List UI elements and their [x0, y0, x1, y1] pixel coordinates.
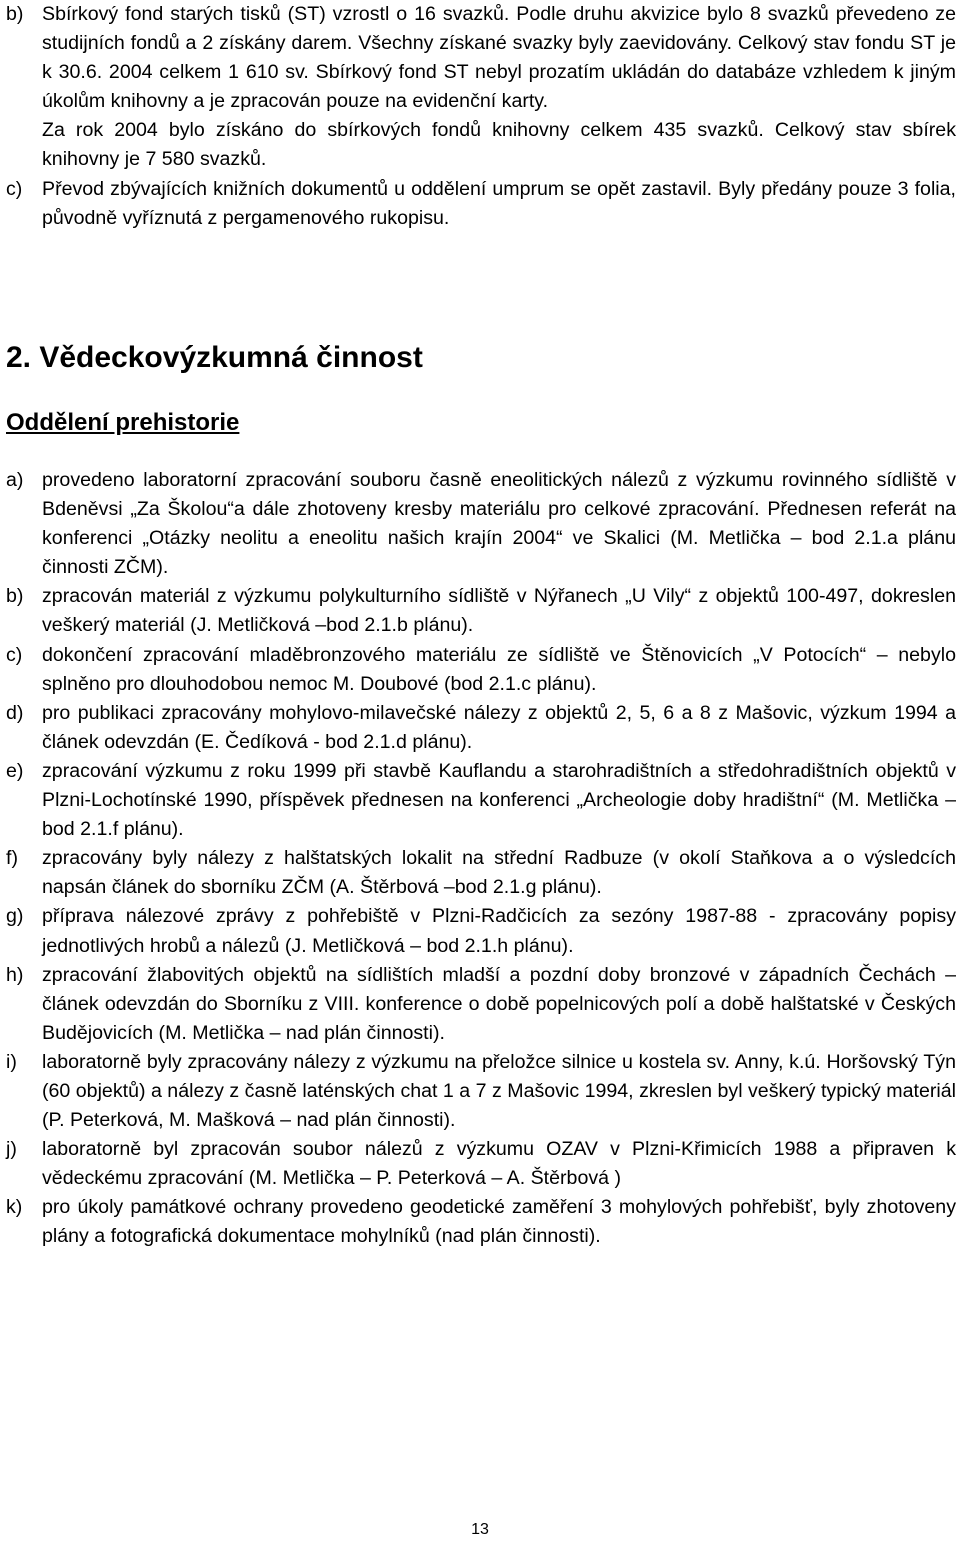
list-item [6, 961, 956, 1048]
page-number: 13 [471, 1521, 489, 1538]
list-marker: b) [6, 3, 24, 25]
list-item [6, 641, 956, 699]
section-heading: 2. Vědeckovýzkumná činnost [6, 341, 423, 374]
list-item-c-transfer [6, 175, 956, 233]
list-item-text: příprava nálezové zprávy z pohřebiště v Plzni-Radčicích za sezóny 1987-88 - zpracovány popisy jednotlivých hrobů a nálezů (J. Metličková – bod 2.1.h plánu). [42, 905, 956, 957]
list-marker: b) [6, 585, 24, 608]
list-item [6, 902, 956, 960]
list-item [6, 1135, 956, 1193]
list-marker: e) [6, 759, 24, 782]
list-item [6, 582, 956, 640]
library-collections-list [6, 0, 956, 233]
list-item [6, 844, 956, 902]
list-item-text: pro úkoly památkové ochrany provedeno geodetické zaměření 3 mohylových pohřebišť, byly zhotoveny plány a fotografická dokumentace mohylníků (nad plán činnosti). [42, 1196, 956, 1248]
list-item [6, 699, 956, 757]
prehistory-activities-list [6, 466, 956, 1252]
list-marker: i) [6, 1050, 17, 1073]
list-item-text: zpracován materiál z výzkumu polykulturního sídliště v Nýřanech „U Vily“ z objektů 100-497, dokreslen veškerý materiál (J. Metličková –bod 2.1.b plánu). [42, 585, 956, 637]
list-marker: h) [6, 963, 24, 986]
list-marker: c) [6, 177, 23, 200]
list-item-text: zpracovány byly nálezy z halštatských lokalit na střední Radbuze (v okolí Staňkova a o výsledcích napsán článek do sborníku ZČM (A. Štěrbová –bod 2.1.g plánu). [42, 847, 956, 899]
list-item-text: zpracování žlabovitých objektů na sídlištích mladší a pozdní doby bronzové v západních Čechách – článek odevzdán do Sborníku z VIII. konference o době popelnicových polí a době halštatské v Českých Budějovicích (M. Metlička – nad plán činnosti). [42, 963, 956, 1044]
list-item-text: pro publikaci zpracovány mohylovo-milavečské nálezy z objektů 2, 5, 6 a 8 z Mašovic, výzkum 1994 a článek odevzdán (E. Čedíková - bod 2.1.d plánu). [42, 701, 956, 753]
list-item-b-rare-prints [6, 0, 956, 175]
list-marker: d) [6, 701, 24, 724]
paragraph-collection-totals: Za rok 2004 bylo získáno do sbírkových fondů knihovny celkem 435 svazků. Celkový stav sbírek knihovny je 7 580 svazků. [42, 119, 956, 171]
list-item-text: dokončení zpracování mladěbronzového materiálu ze sídliště ve Štěnovicích „V Potocích“ – nebylo splněno pro dlouhodobou nemoc M. Doubové (bod 2.1.c plánu). [42, 643, 956, 695]
list-marker: c) [6, 643, 23, 666]
list-item [6, 1048, 956, 1135]
paragraph-transfer: Převod zbývajících knižních dokumentů u oddělení umprum se opět zastavil. Byly předány pouze 3 folia, původně vyříznutá z pergamenového rukopisu. [42, 177, 956, 229]
list-marker: g) [6, 905, 24, 928]
list-marker: k) [6, 1196, 23, 1219]
paragraph-rare-prints: Sbírkový fond starých tisků (ST) vzrostl o 16 svazků. Podle druhu akvizice bylo 8 svazků převedeno ze studijních fondů a 2 získány darem. Všechny získané svazky byly zaevidovány. Celkový stav fondu ST je k 30.6. 2004 celkem 1 610 sv. Sbírkový fond ST nebyl prozatím ukládán do databáze vzhledem k jiným úkolům knihovny a je zpracován pouze na evidenční karty. [42, 3, 956, 113]
list-item-text: laboratorně byly zpracovány nálezy z výzkumu na přeložce silnice u kostela sv. Anny, k.ú. Horšovský Týn (60 objektů) a nálezy z časně laténských chat 1 a 7 z Mašovic 1994, zkreslen byl veškerý typický materiál (P. Peterková, M. Mašková – nad plán činnosti). [42, 1050, 956, 1132]
list-item-text: provedeno laboratorní zpracování souboru časně eneolitických nálezů z výzkumu rovinného sídliště v Bdeněvsi „Za Školou“a dále zhotoveny kresby materiálu pro celkové zpracování. Přednesen referát na konferenci „Otázky neolitu a eneolitu našich krajín 2004“ ve Skalici (M. Metlička – bod 2.1.a plánu činnosti ZČM). [42, 469, 956, 579]
list-item-text: laboratorně byl zpracován soubor nálezů z výzkumu OZAV v Plzni-Křimicích 1988 a připraven k vědeckému zpracování (M. Metlička – P. Peterková – A. Štěrbová ) [42, 1138, 956, 1190]
list-marker: j) [6, 1138, 17, 1161]
list-marker: a) [6, 469, 24, 491]
list-marker: f) [6, 847, 18, 870]
list-item-text: zpracování výzkumu z roku 1999 při stavbě Kauflandu a starohradištních a středohradištních objektů v Plzni-Lochotínské 1990, příspěvek přednesen na konferenci „Archeologie doby hradištní“ (M. Metlička – bod 2.1.f plánu). [42, 759, 956, 841]
list-item [6, 757, 956, 844]
list-item [6, 466, 956, 582]
list-item [6, 1193, 956, 1251]
department-heading: Oddělení prehistorie [6, 409, 240, 436]
